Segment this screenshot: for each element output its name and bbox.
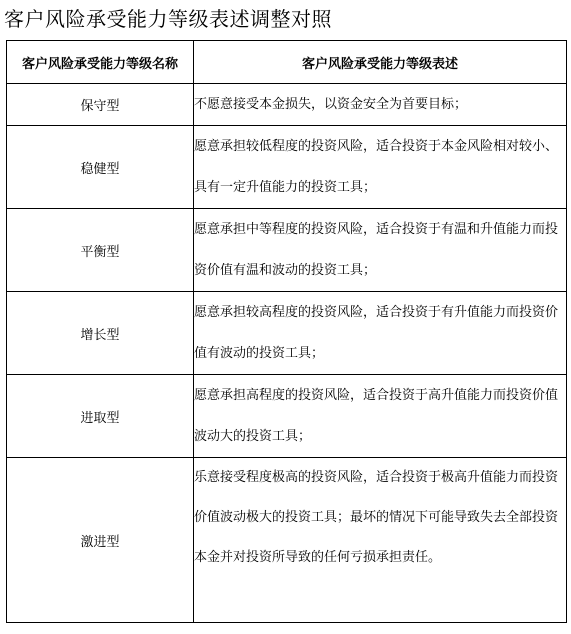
level-description-cell: 愿意承担高程度的投资风险，适合投资于高升值能力而投资价值波动大的投资工具； bbox=[194, 375, 567, 458]
table-row bbox=[7, 209, 567, 292]
level-name-cell: 平衡型 bbox=[7, 209, 194, 292]
level-name-cell: 增长型 bbox=[7, 292, 194, 375]
table-header-row bbox=[7, 41, 567, 84]
table-row bbox=[7, 84, 567, 126]
page-title: 客户风险承受能力等级表述调整对照 bbox=[4, 7, 332, 31]
level-description-cell: 愿意承担较低程度的投资风险，适合投资于本金风险相对较小、具有一定升值能力的投资工具； bbox=[194, 126, 567, 209]
table-row bbox=[7, 375, 567, 458]
level-description-cell: 乐意接受程度极高的投资风险，适合投资于极高升值能力而投资价值波动极大的投资工具；最坏的情况下可能导致失去全部投资本金并对投资所导致的任何亏损承担责任。 bbox=[194, 458, 567, 623]
header-level-description: 客户风险承受能力等级表述 bbox=[194, 41, 567, 84]
level-name-cell: 激进型 bbox=[7, 458, 194, 623]
table-row bbox=[7, 126, 567, 209]
level-description-cell: 愿意承担中等程度的投资风险，适合投资于有温和升值能力而投资价值有温和波动的投资工具； bbox=[194, 209, 567, 292]
header-level-name: 客户风险承受能力等级名称 bbox=[7, 41, 194, 84]
table-row bbox=[7, 292, 567, 375]
level-name-cell: 稳健型 bbox=[7, 126, 194, 209]
risk-level-table bbox=[6, 40, 567, 623]
level-description-cell: 不愿意接受本金损失，以资金安全为首要目标； bbox=[194, 84, 567, 126]
level-name-cell: 保守型 bbox=[7, 84, 194, 126]
level-name-cell: 进取型 bbox=[7, 375, 194, 458]
table-row bbox=[7, 458, 567, 623]
level-description-cell: 愿意承担较高程度的投资风险，适合投资于有升值能力而投资价值有波动的投资工具； bbox=[194, 292, 567, 375]
